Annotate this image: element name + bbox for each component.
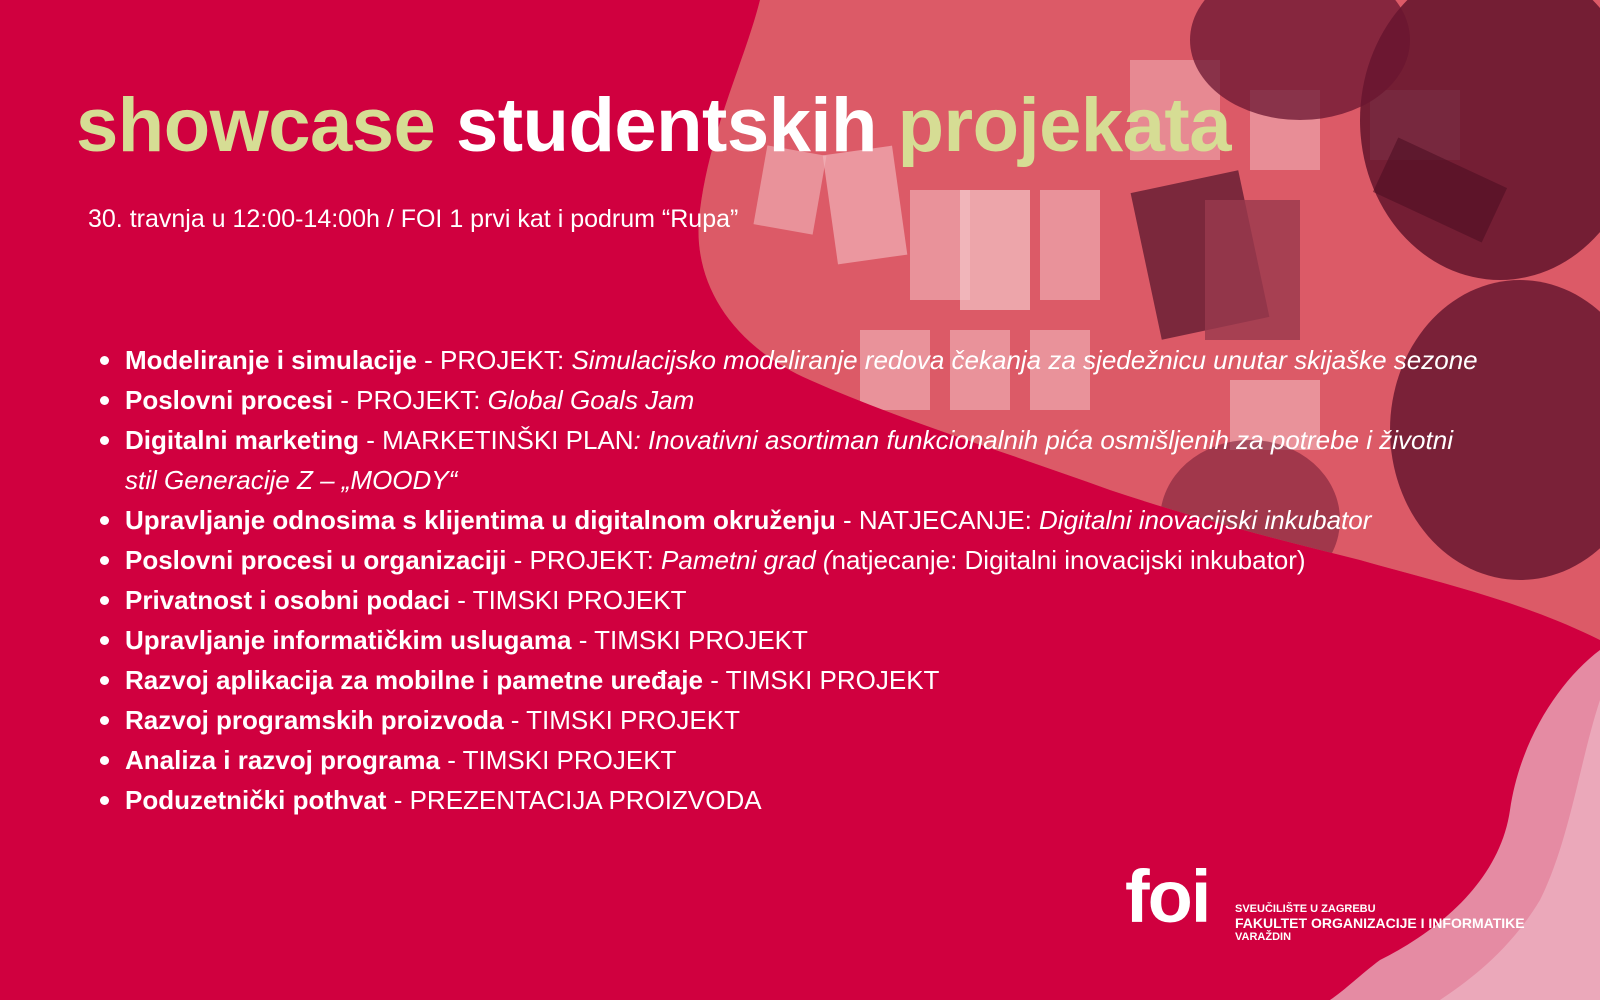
list-item [100,740,1480,780]
project-type: - TIMSKI PROJEKT [571,625,808,655]
project-note: natjecanje: Digitalni inovacijski inkubator) [831,545,1306,575]
list-item [100,420,1480,500]
project-title: Global Goals Jam [487,385,695,415]
project-list [100,340,1480,820]
bullet-icon [100,556,109,565]
logo-city: VARAŽDIN [1235,931,1292,943]
project-type: - PROJEKT: [333,385,488,415]
course-name: Poslovni procesi [125,385,334,415]
project-type: - TIMSKI PROJEKT [702,665,940,695]
project-title: Simulacijsko modeliranje redova čekanja za sjedežnicu unutar skijaške sezone [571,345,1478,375]
bullet-icon [100,636,109,645]
project-type: - TIMSKI PROJEKT [503,705,740,735]
project-type: - TIMSKI PROJEKT [450,585,687,615]
course-name: Razvoj aplikacija za mobilne i pametne uređaje [125,665,703,695]
list-item [100,700,1480,740]
bullet-icon [100,676,109,685]
project-type: - MARKETINŠKI PLAN [359,425,634,455]
foi-logo [1125,855,1525,950]
bullet-icon [100,796,109,805]
project-title: Digitalni inovacijski inkubator [1039,505,1372,535]
list-item [100,780,1480,820]
logo-university: SVEUČILIŠTE U ZAGREBU [1235,903,1376,915]
bullet-icon [100,596,109,605]
course-name: Privatnost i osobni podaci [125,585,451,615]
list-item [100,340,1480,380]
course-name: Modeliranje i simulacije [125,345,417,375]
page-title [76,83,1231,168]
course-name: Upravljanje odnosima s klijentima u digitalnom okruženju [125,505,836,535]
logo-institution-text [1235,902,1525,944]
title-word-showcase: showcase [76,83,436,168]
course-name: Razvoj programskih proizvoda [125,705,504,735]
project-type: - PREZENTACIJA PROIZVODA [386,785,762,815]
course-name: Upravljanje informatičkim uslugama [125,625,572,655]
course-name: Analiza i razvoj programa [125,745,440,775]
bullet-icon [100,356,109,365]
list-item [100,620,1480,660]
title-word-studentskih: studentskih [455,83,877,168]
project-type: - NATJECANJE: [835,505,1040,535]
event-date-location: 30. travnja u 12:00-14:00h / FOI 1 prvi kat i podrum “Rupa” [88,205,739,233]
list-item [100,500,1480,540]
title-word-projekata: projekata [897,83,1231,168]
list-item [100,580,1480,620]
course-name: Poslovni procesi u organizaciji [125,545,507,575]
project-type: - PROJEKT: [416,345,572,375]
project-title: Pametni grad ( [661,545,832,575]
bullet-icon [100,756,109,765]
project-type: - TIMSKI PROJEKT [439,745,677,775]
list-item [100,540,1480,580]
bullet-icon [100,436,109,445]
project-title: : Inovativni asortiman funkcionalnih pića osmišljenih za potrebe i životni stil Generacije Z – „MOODY“ [125,425,1453,495]
list-item [100,380,1480,420]
logo-wordmark: foi [1125,855,1210,938]
project-type: - PROJEKT: [506,545,662,575]
bullet-icon [100,716,109,725]
bullet-icon [100,516,109,525]
list-item [100,660,1480,700]
logo-faculty: FAKULTET ORGANIZACIJE I INFORMATIKE [1235,915,1525,931]
bullet-icon [100,396,109,405]
course-name: Digitalni marketing [125,425,360,455]
course-name: Poduzetnički pothvat [125,785,387,815]
